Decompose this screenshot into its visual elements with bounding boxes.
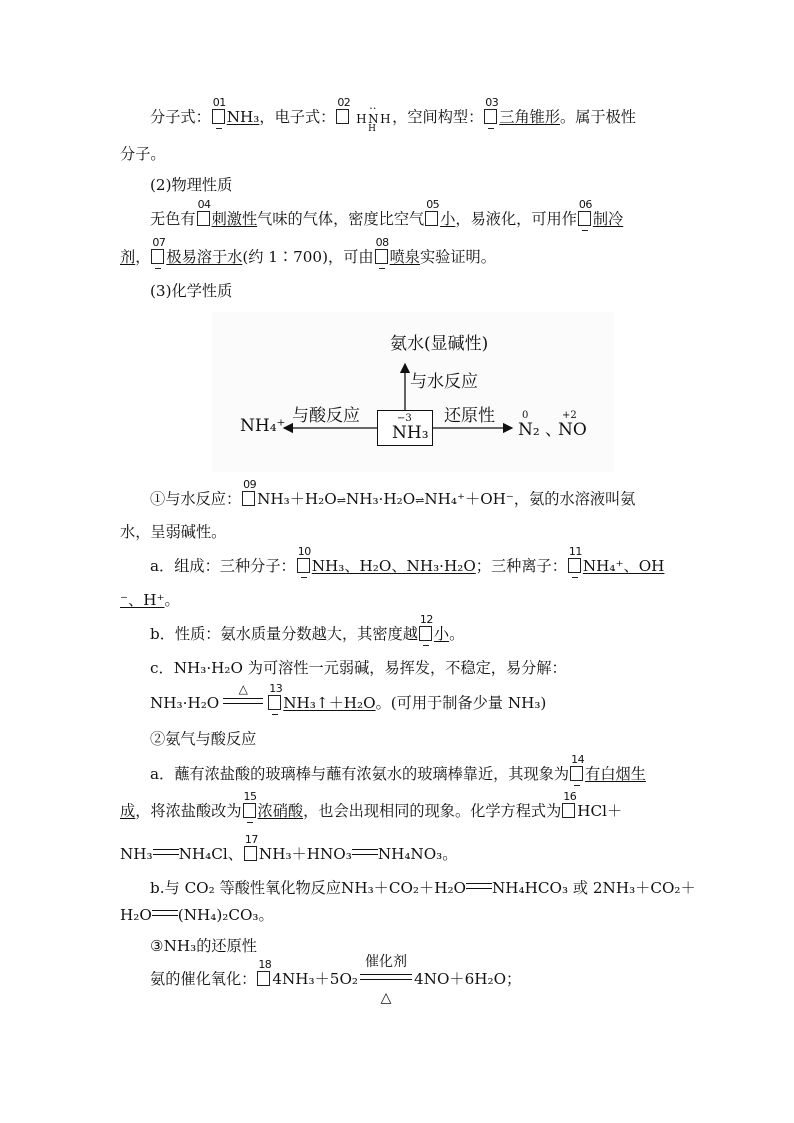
physical-properties-line: 无色有 04 刺激性气味的气体，密度比空气 05 小，易液化，可用作 06 制冷 bbox=[150, 208, 623, 230]
text-line: 水，呈弱碱性。 bbox=[120, 523, 227, 541]
answer-box-05: 05 bbox=[425, 211, 438, 226]
catalytic-oxidation-line: 氨的催化氧化： 18 4NH₃＋5O₂ 催化剂 △ 4NO＋6H₂O； bbox=[150, 954, 522, 1006]
text-line: 分子。 bbox=[120, 145, 166, 163]
physical-properties-line-2: 剂， 07 极易溶于水(约 1∶700)，可由 08 喷泉实验证明。 bbox=[120, 246, 496, 268]
answer-box-03: 03 bbox=[484, 109, 497, 124]
text-line: c．NH₃·H₂O 为可溶性一元弱碱，易挥发，不稳定，易分解： bbox=[150, 659, 567, 677]
label-reducing: 还原性 bbox=[444, 406, 495, 426]
acidic-oxide-line: b.与 CO₂ 等酸性氧化物反应NH₃＋CO₂＋H₂O NH₄HCO₃ 或 2NH₃＋CO₂＋ bbox=[150, 879, 696, 897]
answer-box-12: 12 bbox=[419, 626, 432, 641]
answer-box-18: 18 bbox=[257, 971, 270, 986]
answer-box-09: 09 bbox=[242, 491, 255, 506]
answer-box-11: 11 bbox=[568, 558, 581, 573]
water-reaction-line: ①与水反应： 09 NH₃＋H₂O⇌NH₃·H₂O⇌NH₄⁺＋OH⁻，氨的水溶液叫氨 bbox=[150, 478, 636, 508]
product-n2: N₂ bbox=[518, 420, 540, 440]
answer-box-15: 15 bbox=[243, 803, 256, 818]
answer-box-02: 02 bbox=[336, 109, 349, 124]
answer-box-01: 01 bbox=[212, 109, 225, 124]
composition-line-2: ⁻、H⁺。 bbox=[120, 591, 180, 609]
decomposition-line: NH₃·H₂O △ 13 NH₃↑＋H₂O。(可用于制备少量 NH₃) bbox=[150, 692, 546, 714]
reaction-diagram bbox=[212, 312, 614, 472]
answer-box-06: 06 bbox=[578, 211, 591, 226]
answer-box-16: 16 bbox=[562, 803, 575, 818]
answer-box-10: 10 bbox=[297, 558, 310, 573]
oxidation-state-n: −3 bbox=[397, 413, 412, 424]
acid-equation-line: NH₃ NH₄Cl、 17 NH₃＋HNO₃ NH₄NO₃。 bbox=[120, 833, 458, 863]
product-ammonia-water: 氨水(显碱性) bbox=[390, 334, 489, 354]
answer-box-04: 04 bbox=[197, 211, 210, 226]
oxidation-state-0: 0 bbox=[522, 410, 529, 421]
section-heading: ②氨气与酸反应 bbox=[150, 730, 257, 748]
section-heading: (2)物理性质 bbox=[150, 176, 233, 194]
acid-reaction-line-2: 成，将浓盐酸改为 15 浓硝酸，也会出现相同的现象。化学方程式为 16 HCl＋ bbox=[120, 800, 622, 822]
answer-box-08: 08 bbox=[375, 249, 388, 264]
answer-box-17: 17 bbox=[244, 846, 257, 861]
label-acid-reaction: 与酸反应 bbox=[292, 406, 360, 426]
oxidation-state-2: +2 bbox=[562, 410, 577, 421]
separator: 、 bbox=[545, 420, 562, 440]
product-ammonium: NH₄⁺ bbox=[240, 416, 286, 436]
center-nh3: NH₃ bbox=[392, 423, 429, 443]
answer-box-13: 13 bbox=[268, 695, 281, 710]
product-no: NO bbox=[558, 420, 587, 440]
acid-reaction-line: a．蘸有浓盐酸的玻璃棒与蘸有浓氨水的玻璃棒靠近，其现象为 14 有白烟生 bbox=[150, 763, 646, 785]
answer-box-07: 07 bbox=[151, 249, 164, 264]
molecular-formula-line: 分子式： 01 NH₃，电子式： 02 H ‥ N H H ，空间构型： 03 三角锥形。属于极性 bbox=[150, 106, 636, 128]
composition-line: a．组成：三种分子： 10 NH₃、H₂O、NH₃·H₂O；三种离子： 11 NH₄⁺、OH bbox=[150, 555, 664, 577]
answer-box-14: 14 bbox=[570, 766, 583, 781]
label-water-reaction: 与水反应 bbox=[410, 372, 478, 392]
acidic-oxide-line-2: H₂O (NH₄)₂CO₃。 bbox=[120, 906, 274, 924]
section-heading: (3)化学性质 bbox=[150, 282, 233, 300]
section-heading: ③NH₃的还原性 bbox=[150, 937, 257, 955]
electron-formula: H ‥ N H H bbox=[356, 108, 392, 122]
property-line: b．性质：氨水质量分数越大，其密度越 12 小。 bbox=[150, 623, 464, 645]
